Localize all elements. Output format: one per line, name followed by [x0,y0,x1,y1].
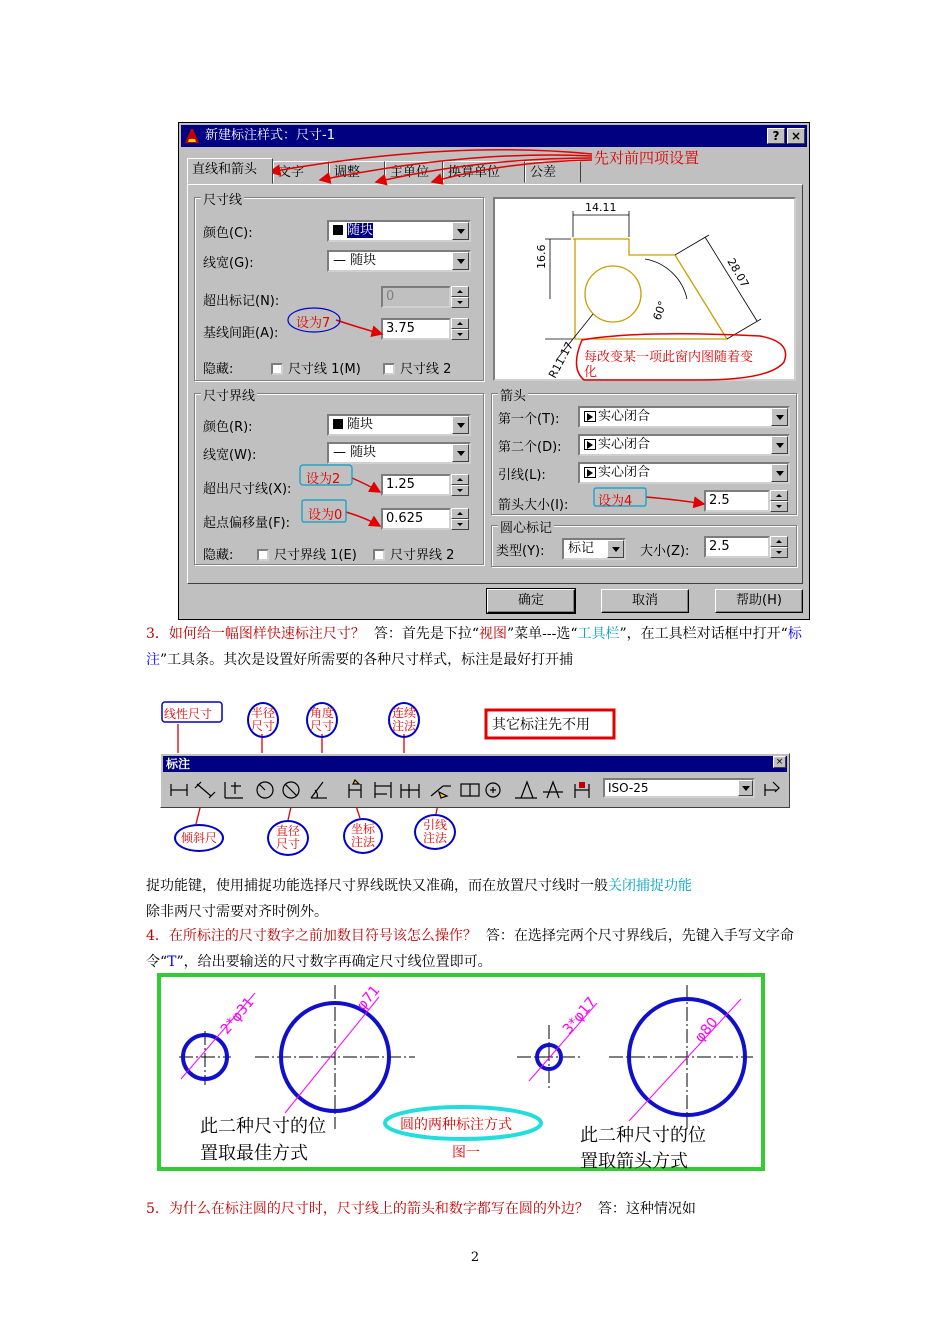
label-others: 其它标注先不用 [492,717,590,733]
second-arrow-select[interactable]: 实心闭合 [578,434,790,456]
label-continue: 连续注法 [388,702,420,738]
figure-label: 图一 [452,1145,480,1161]
dim-3xphi17: 3*φ17 [559,994,600,1038]
dialog-title: 新建标注样式：尺寸-1 [205,128,335,143]
help-title-button[interactable]: ? [767,128,785,144]
center-mark-icon[interactable] [486,783,500,797]
close-title-button[interactable]: × [787,128,805,144]
ok-button[interactable]: 确定 [487,589,575,613]
dimline-color-select[interactable]: 随块 [327,220,471,242]
label-ordinate: 坐标注法 [343,818,383,854]
toolbar-close-button[interactable]: × [773,756,786,768]
tolerance-icon[interactable] [461,784,479,796]
extend-ticks-spinner[interactable]: 0 [381,286,451,308]
center-type-label: 类型(Y): [496,544,545,559]
group-title: 尺寸界线 [201,385,257,404]
dimension-edit-icon[interactable] [515,782,537,798]
dimension-toolbar [160,753,790,808]
annotation-set4: 设为4 [598,494,633,509]
toolbar-title: 标注 [163,756,787,772]
label-radius: 半径尺寸 [247,702,279,738]
dim-2xphi31: 2*φ31 [217,994,258,1038]
beyond-label: 超出尺寸线(X): [203,482,292,497]
group-title: 尺寸线 [201,189,244,208]
dimension-update-icon[interactable] [575,782,589,798]
page-number: 2 [470,1250,480,1265]
extend-beyond-spinner[interactable]: 1.25 [381,474,451,496]
question-4-text: 在所标注的尺寸数字之前加数目符号该怎么操作？ [168,928,477,944]
dim-phi71: φ71 [353,982,384,1014]
center-label: 圆的两种标注方式 [400,1117,512,1133]
linear-dimension-icon[interactable] [171,784,187,796]
baseline-dimension-icon[interactable] [375,782,391,798]
center-size-spinner[interactable]: 2.5 [704,536,770,558]
preview-dim-angle: 60° [650,299,670,323]
preview-dim-right: 28.07 [724,256,752,290]
leader-arrow-label: 引线(L): [498,468,546,483]
baseline-label: 基线间距(A): [203,326,279,341]
question-3-continuation: 捉功能键，使用捕捉功能选择尺寸界线既快又准确，而在放置尺寸线时一般关闭捕捉功能 除非两尺寸需要对齐时例外。 [146,878,692,920]
question-3-paragraph: 3．如何给一幅图样快速标注尺寸？ 答：首先是下拉“视图”菜单---选“工具栏”，在工具栏对话框中打开“标注”工具条。其次是设置好所需要的各种尺寸样式，标注是最好打开捕 [146,626,802,668]
tab-text[interactable]: 文字 [273,161,329,183]
annotation-preview-note-1: 每改变某一项此窗内图随着变 [584,350,754,365]
extline-color-select[interactable]: 随块 [327,414,471,436]
color-label: 颜色(C): [203,226,253,241]
origin-offset-spinner[interactable]: 0.625 [381,508,451,530]
first-arrow-select[interactable]: 实心闭合 [578,406,790,428]
preview-dim-left: 16.6 [535,244,548,269]
annotation-preview-note-2: 化 [584,365,598,380]
annotation-first-four: 先对前四项设置 [594,149,700,167]
dimension-style-icon[interactable] [761,778,783,800]
cancel-button[interactable]: 取消 [601,589,689,613]
quick-dimension-icon[interactable] [349,780,361,798]
question-4-paragraph: 4．在所标注的尺寸数字之前加数目符号该怎么操作？ 答：在选择完两个尺寸界线后，先键入手写文字命令“T”，给出要输送的尺寸数字再确定尺寸线位置即可。 [146,928,794,970]
label-aligned: 倾斜尺 [174,824,224,852]
suppress-extline1-checkbox[interactable]: 尺寸界线 1(E) [257,544,357,563]
offset-label: 起点偏移量(F): [203,516,291,531]
suppress-dimline1-checkbox[interactable]: 尺寸线 1(M) [271,358,361,377]
arrow-size-label: 箭头大小(I): [498,498,569,513]
center-size-label: 大小(Z): [640,544,690,559]
suppress-label: 隐藏: [203,362,234,377]
quick-leader-icon[interactable] [431,786,451,798]
lineweight-label: 线宽(W): [203,448,257,463]
tab-tolerances[interactable]: 公差 [525,161,581,183]
dim-phi80: φ80 [691,1014,722,1046]
preview-dim-radius: R11.17 [546,339,577,379]
question-3-text: 如何给一幅图样快速标注尺寸？ [168,626,365,642]
annotation-set7: 设为7 [296,316,331,331]
lineweight-label: 线宽(G): [203,256,254,271]
dialog-annotation-overlay [0,0,950,620]
toolbar-icons [165,776,595,804]
label-angular: 角度尺寸 [306,702,338,738]
label-linear: 线性尺寸 [164,707,213,721]
label-leader: 引线注法 [414,814,456,850]
label-diameter: 直径尺寸 [267,820,309,856]
question-5-paragraph: 5．为什么在标注圆的尺寸时，尺寸线上的箭头和数字都写在圆的外边？ 答：这种情况如 [146,1201,696,1217]
tab-lines-arrows[interactable]: 直线和箭头 [187,158,273,184]
extline-lineweight-select[interactable]: — 随块 [327,442,471,464]
tab-alternate-units[interactable]: 换算单位 [443,161,525,183]
suppress-dimline2-checkbox[interactable]: 尺寸线 2 [383,358,451,377]
suppress-extline2-checkbox[interactable]: 尺寸界线 2 [373,544,454,563]
radius-dimension-icon[interactable] [257,782,273,798]
arrow-size-spinner[interactable]: 2.5 [704,490,770,512]
ordinate-dimension-icon[interactable] [225,782,243,798]
group-title: 箭头 [498,385,528,404]
left-caption-1: 此二种尺寸的位 [200,1116,326,1137]
diameter-dimension-icon[interactable] [283,782,299,798]
chevron-down-icon[interactable] [738,780,753,796]
annotation-set2: 设为2 [306,472,341,487]
annotation-set0: 设为0 [308,508,343,523]
first-arrow-label: 第一个(T): [498,412,560,427]
dimension-text-edit-icon[interactable] [543,782,563,798]
left-caption-2: 置取最佳方式 [200,1143,308,1164]
leader-arrow-select[interactable]: 实心闭合 [578,462,790,484]
aligned-dimension-icon[interactable] [195,782,215,798]
group-title: 圆心标记 [498,517,554,536]
second-arrow-label: 第二个(D): [498,440,562,455]
help-button[interactable]: 帮助(H) [715,589,803,613]
right-caption-2: 置取箭头方式 [580,1151,688,1172]
angular-dimension-icon[interactable] [311,782,327,798]
tab-fit[interactable]: 调整 [329,161,385,183]
color-label: 颜色(R): [203,420,253,435]
dimension-style-select[interactable]: ISO-25 [603,778,755,798]
preview-dim-top: 14.11 [585,201,617,214]
question-5-text: 为什么在标注圆的尺寸时，尺寸线上的箭头和数字都写在圆的外边？ [168,1201,589,1217]
suppress-label: 隐藏: [203,548,234,563]
tab-primary-units[interactable]: 主单位 [385,161,443,183]
extend-label: 超出标记(N): [203,294,280,309]
right-caption-1: 此二种尺寸的位 [580,1125,706,1146]
continue-dimension-icon[interactable] [401,784,419,798]
dimline-lineweight-select[interactable]: — 随块 [327,250,471,272]
center-type-select[interactable]: 标记 [562,538,626,560]
baseline-spacing-spinner[interactable]: 3.75 [381,318,451,340]
